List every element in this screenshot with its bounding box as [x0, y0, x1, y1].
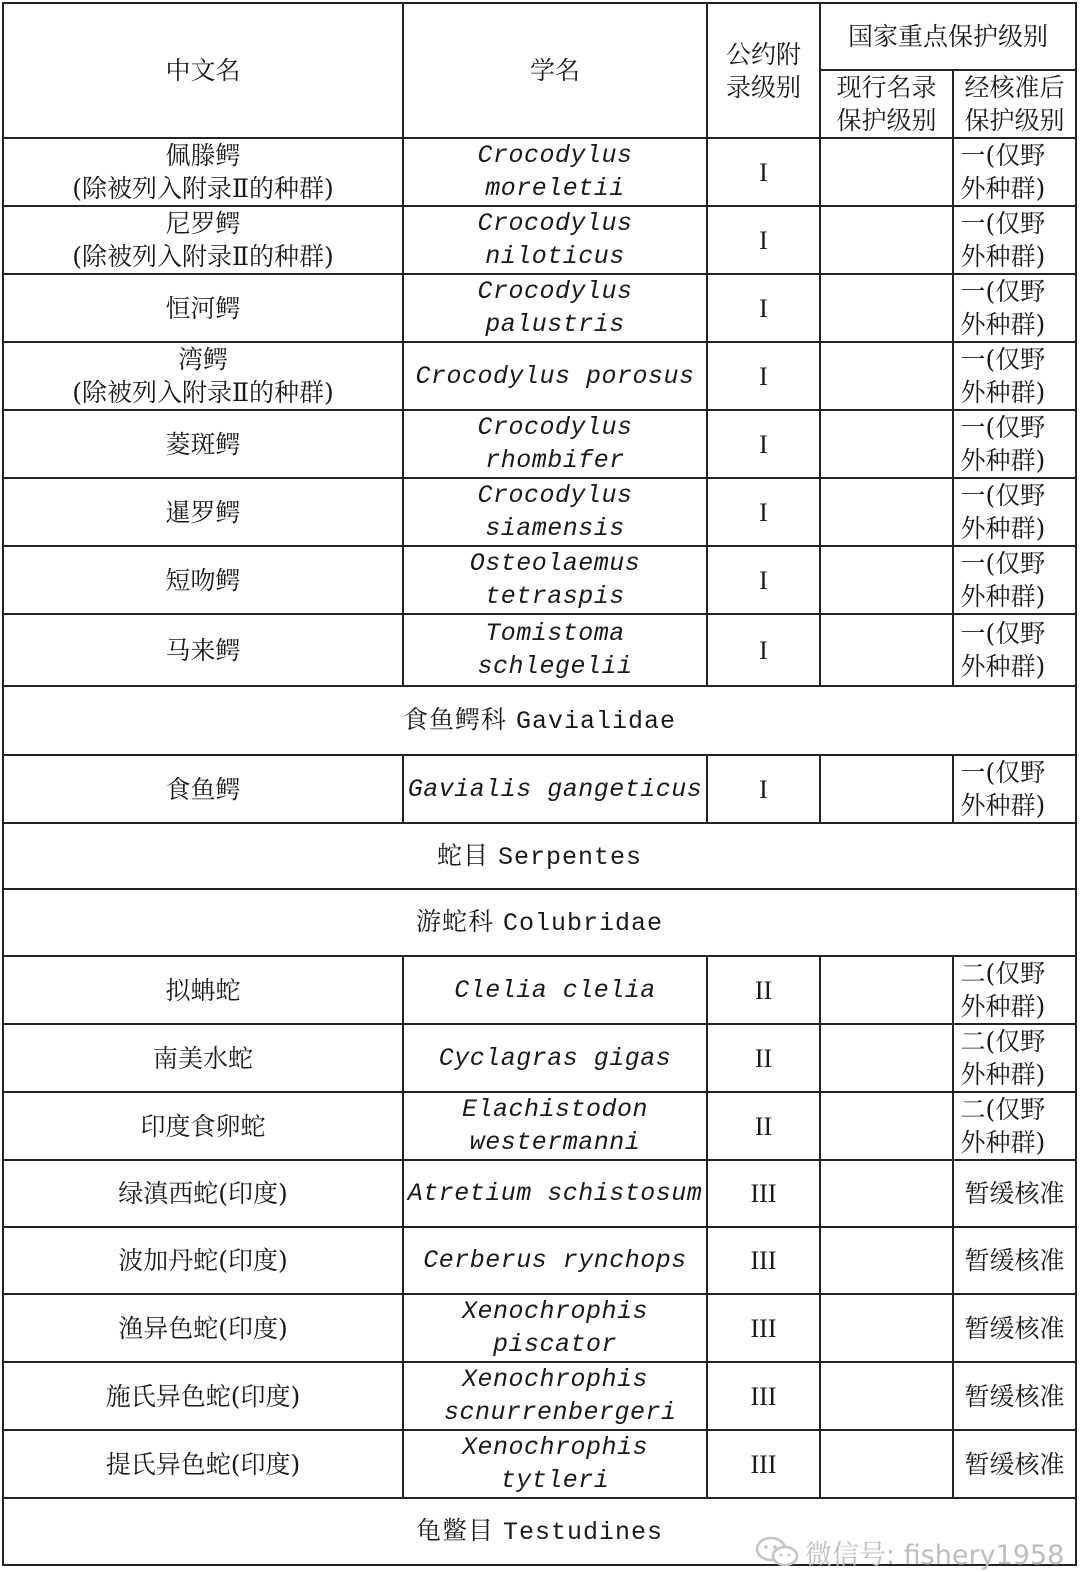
cell-scientific-name: [403, 1362, 707, 1430]
header-current-level: 现行名录保护级别: [820, 70, 953, 138]
cell-scientific-name: [403, 1430, 707, 1498]
approved-level: 二(仅野外种群): [960, 1095, 1046, 1157]
category-row: [3, 889, 1076, 956]
cell-chinese-name: [3, 138, 403, 206]
chinese-name-note: (除被列入附录Ⅱ的种群): [72, 174, 334, 203]
table-row: [3, 1160, 1076, 1227]
cell-scientific-name: [403, 1227, 707, 1294]
table-row: [3, 206, 1076, 274]
approved-level: 暂缓核准: [964, 1449, 1065, 1479]
scientific-name: Osteolaemus tetraspis: [469, 549, 641, 611]
scientific-name: Xenochrophis scnurrenbergeri: [444, 1365, 677, 1427]
table-row: [3, 1024, 1076, 1092]
scientific-name: Clelia clelia: [454, 975, 656, 1005]
cell-current-level: [820, 546, 953, 614]
chinese-name: 菱斑鳄: [165, 429, 241, 459]
chinese-name: 佩滕鳄: [165, 141, 241, 170]
cell-approved-level: [953, 274, 1076, 342]
approved-level: 一(仅野外种群): [960, 277, 1046, 339]
approved-level: 一(仅野外种群): [960, 141, 1046, 203]
cell-approved-level: [953, 546, 1076, 614]
cell-cites-level: I: [707, 410, 820, 478]
chinese-name: 马来鳄: [165, 635, 241, 665]
category-cell: [3, 823, 1076, 889]
approved-level: 暂缓核准: [964, 1381, 1065, 1411]
cell-current-level: [820, 342, 953, 410]
table-row: [3, 410, 1076, 478]
scientific-name: Tomistoma schlegelii: [477, 619, 633, 681]
cell-current-level: [820, 1430, 953, 1498]
cell-current-level: [820, 1024, 953, 1092]
cell-chinese-name: [3, 1227, 403, 1294]
chinese-name: 食鱼鳄: [165, 774, 241, 804]
category-chinese: 蛇目: [437, 840, 490, 870]
cell-cites-level: III: [707, 1160, 820, 1227]
cell-approved-level: [953, 342, 1076, 410]
chinese-name: 短吻鳄: [165, 565, 241, 595]
scientific-name: Gavialis gangeticus: [407, 774, 703, 804]
cell-approved-level: [953, 206, 1076, 274]
cell-chinese-name: [3, 206, 403, 274]
approved-level: 暂缓核准: [964, 1179, 1065, 1208]
table-row: [3, 1294, 1076, 1362]
table-row: [3, 956, 1076, 1024]
watermark: [755, 1534, 1064, 1570]
cell-current-level: [820, 1092, 953, 1160]
chinese-name: 印度食卵蛇: [140, 1111, 266, 1141]
cell-scientific-name: [403, 138, 707, 206]
cell-current-level: [820, 478, 953, 546]
scientific-name: Crocodylus moreletii: [477, 141, 633, 203]
cell-chinese-name: [3, 1024, 403, 1092]
cell-current-level: [820, 410, 953, 478]
cell-scientific-name: [403, 546, 707, 614]
header-approved-level: 经核准后保护级别: [953, 70, 1076, 138]
cell-cites-level: I: [707, 274, 820, 342]
chinese-name: 尼罗鳄: [165, 209, 241, 238]
table-row: [3, 1430, 1076, 1498]
category-cell: [3, 686, 1076, 755]
chinese-name: 湾鳄: [177, 345, 228, 374]
cell-cites-level: I: [707, 546, 820, 614]
header-chinese-name: 中文名: [3, 3, 403, 138]
category-chinese: 食鱼鳄科: [403, 705, 508, 734]
table-row: [3, 1227, 1076, 1294]
approved-level: 一(仅野外种群): [960, 758, 1046, 820]
table-row: [3, 138, 1076, 206]
header-cites-level: 公约附录级别: [707, 3, 820, 138]
cell-current-level: [820, 1160, 953, 1227]
approved-level: 一(仅野外种群): [960, 413, 1046, 475]
cell-cites-level: II: [707, 1092, 820, 1160]
table-row: [3, 1092, 1076, 1160]
cell-scientific-name: [403, 1024, 707, 1092]
cell-chinese-name: [3, 342, 403, 410]
chinese-name: 恒河鳄: [165, 293, 241, 323]
header-national-level: 国家重点保护级别: [820, 3, 1076, 70]
cell-chinese-name: [3, 1160, 403, 1227]
cell-cites-level: I: [707, 614, 820, 686]
cell-chinese-name: [3, 546, 403, 614]
cell-cites-level: III: [707, 1362, 820, 1430]
cell-approved-level: [953, 614, 1076, 686]
approved-level: 一(仅野外种群): [960, 549, 1046, 611]
cell-cites-level: II: [707, 1024, 820, 1092]
cell-scientific-name: [403, 410, 707, 478]
cell-cites-level: I: [707, 342, 820, 410]
category-latin: Colubridae: [502, 909, 663, 938]
cell-current-level: [820, 206, 953, 274]
table-body: [3, 138, 1076, 1565]
cell-scientific-name: [403, 1294, 707, 1362]
cell-approved-level: [953, 1362, 1076, 1430]
cell-approved-level: [953, 1294, 1076, 1362]
table-row: [3, 614, 1076, 686]
cell-scientific-name: [403, 614, 707, 686]
species-protection-table: [2, 2, 1077, 1566]
cell-chinese-name: [3, 410, 403, 478]
scientific-name: Xenochrophis tytleri: [461, 1433, 649, 1495]
cell-current-level: [820, 614, 953, 686]
table-row: [3, 546, 1076, 614]
approved-level: 一(仅野外种群): [960, 209, 1046, 271]
cell-current-level: [820, 138, 953, 206]
cell-approved-level: [953, 478, 1076, 546]
scientific-name: Crocodylus siamensis: [477, 481, 633, 543]
cell-current-level: [820, 956, 953, 1024]
scientific-name: Crocodylus palustris: [477, 277, 633, 339]
scientific-name: Elachistodon westermanni: [461, 1095, 649, 1157]
cell-chinese-name: [3, 614, 403, 686]
scientific-name: Cyclagras gigas: [438, 1043, 672, 1073]
approved-level: 一(仅野外种群): [960, 619, 1046, 681]
approved-level: 暂缓核准: [964, 1313, 1065, 1343]
cell-scientific-name: [403, 342, 707, 410]
category-chinese: 游蛇科: [416, 907, 495, 936]
cell-current-level: [820, 274, 953, 342]
category-latin: Testudines: [502, 1518, 663, 1547]
table-row: [3, 478, 1076, 546]
cell-approved-level: [953, 956, 1076, 1024]
cell-cites-level: I: [707, 478, 820, 546]
approved-level: 暂缓核准: [964, 1246, 1065, 1275]
cell-approved-level: [953, 1430, 1076, 1498]
category-chinese: 龟鳖目: [416, 1516, 495, 1545]
cell-cites-level: II: [707, 956, 820, 1024]
scientific-name: Crocodylus niloticus: [477, 209, 633, 271]
cell-chinese-name: [3, 755, 403, 823]
cell-chinese-name: [3, 274, 403, 342]
chinese-name: 施氏异色蛇(印度): [105, 1381, 301, 1411]
cell-current-level: [820, 1227, 953, 1294]
chinese-name-note: (除被列入附录Ⅱ的种群): [72, 242, 334, 271]
cell-cites-level: I: [707, 755, 820, 823]
cell-scientific-name: [403, 274, 707, 342]
wechat-icon: [755, 1536, 799, 1568]
chinese-name: 南美水蛇: [152, 1043, 253, 1073]
cell-cites-level: I: [707, 138, 820, 206]
chinese-name: 拟蚺蛇: [165, 975, 241, 1005]
category-cell: [3, 889, 1076, 956]
category-latin: Serpentes: [497, 842, 642, 872]
cell-approved-level: [953, 1160, 1076, 1227]
cell-cites-level: III: [707, 1227, 820, 1294]
cell-scientific-name: [403, 1160, 707, 1227]
table-row: [3, 342, 1076, 410]
approved-level: 二(仅野外种群): [960, 959, 1046, 1021]
scientific-name: Crocodylus rhombifer: [477, 413, 633, 475]
watermark-text: 微信号: fishery1958: [805, 1539, 1065, 1571]
cell-approved-level: [953, 138, 1076, 206]
cell-scientific-name: [403, 1092, 707, 1160]
cell-chinese-name: [3, 1294, 403, 1362]
cell-scientific-name: [403, 755, 707, 823]
cell-approved-level: [953, 1227, 1076, 1294]
approved-level: 一(仅野外种群): [960, 345, 1046, 407]
cell-scientific-name: [403, 478, 707, 546]
cell-chinese-name: [3, 1430, 403, 1498]
table-row: [3, 755, 1076, 823]
cell-current-level: [820, 1294, 953, 1362]
cell-scientific-name: [403, 206, 707, 274]
category-row: [3, 686, 1076, 755]
approved-level: 二(仅野外种群): [960, 1027, 1046, 1089]
scientific-name: Cerberus rynchops: [423, 1246, 687, 1275]
cell-chinese-name: [3, 1092, 403, 1160]
scientific-name: Xenochrophis piscator: [461, 1297, 649, 1359]
chinese-name: 暹罗鳄: [165, 497, 241, 527]
scientific-name: Atretium schistosum: [407, 1179, 703, 1208]
cell-cites-level: III: [707, 1294, 820, 1362]
category-latin: Gavialidae: [515, 707, 676, 736]
cell-approved-level: [953, 755, 1076, 823]
chinese-name-note: (除被列入附录Ⅱ的种群): [72, 378, 334, 407]
cell-approved-level: [953, 410, 1076, 478]
category-row: [3, 823, 1076, 889]
header-scientific-name: 学名: [403, 3, 707, 138]
cell-current-level: [820, 755, 953, 823]
chinese-name: 提氏异色蛇(印度): [105, 1449, 301, 1479]
cell-chinese-name: [3, 478, 403, 546]
cell-approved-level: [953, 1024, 1076, 1092]
scientific-name: Crocodylus porosus: [415, 361, 695, 391]
cell-scientific-name: [403, 956, 707, 1024]
cell-cites-level: III: [707, 1430, 820, 1498]
cell-chinese-name: [3, 956, 403, 1024]
chinese-name: 波加丹蛇(印度): [118, 1246, 288, 1275]
cell-cites-level: I: [707, 206, 820, 274]
chinese-name: 渔异色蛇(印度): [118, 1313, 288, 1343]
table-row: [3, 274, 1076, 342]
cell-current-level: [820, 1362, 953, 1430]
approved-level: 一(仅野外种群): [960, 481, 1046, 543]
chinese-name: 绿滇西蛇(印度): [118, 1179, 288, 1208]
table-row: [3, 1362, 1076, 1430]
cell-approved-level: [953, 1092, 1076, 1160]
cell-chinese-name: [3, 1362, 403, 1430]
